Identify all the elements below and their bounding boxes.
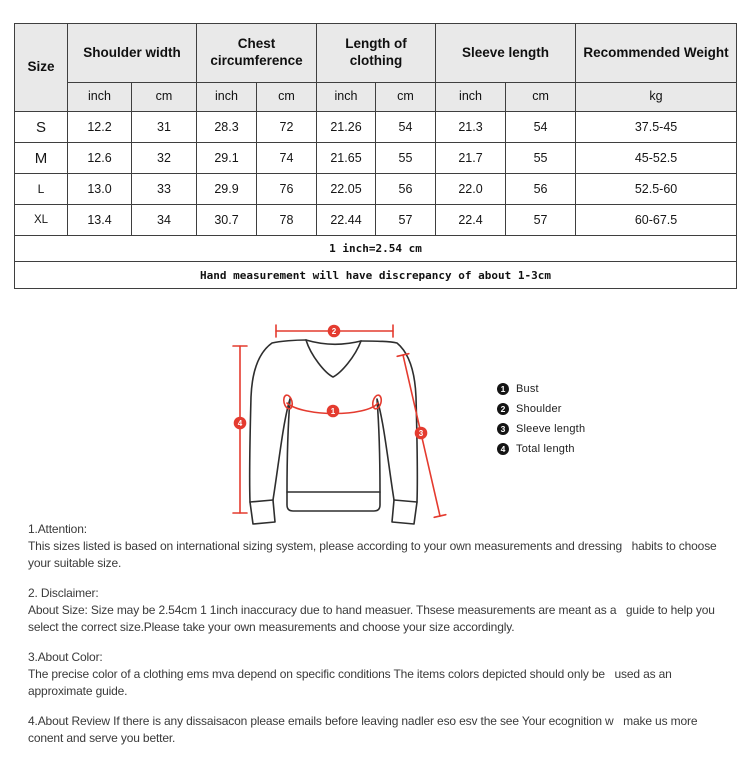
sweater-measurement-diagram xyxy=(200,300,500,540)
unit-header-cm-3: cm xyxy=(257,83,317,112)
measurement-cell: 72 xyxy=(257,112,317,143)
legend-label: Sleeve length xyxy=(516,423,586,435)
col-header-length-of-clothing: Length of clothing xyxy=(317,24,436,83)
legend-label: Bust xyxy=(516,383,539,395)
col-header-chest-circumference: Chest circumference xyxy=(197,24,317,83)
unit-header-kg-8: kg xyxy=(576,83,737,112)
measurement-cell: 12.2 xyxy=(68,112,132,143)
bust-marker-number: 1 xyxy=(330,407,336,416)
measurement-cell: 57 xyxy=(376,205,436,236)
unit-header-cm-5: cm xyxy=(376,83,436,112)
col-header-shoulder-width: Shoulder width xyxy=(68,24,197,83)
legend-number-badge: 3 xyxy=(497,423,509,435)
text-line: 2. Disclaimer: xyxy=(28,586,99,600)
measurement-cell: 22.44 xyxy=(317,205,376,236)
legend-number-badge: 2 xyxy=(497,403,509,415)
measurement-cell: 74 xyxy=(257,143,317,174)
size-table-header xyxy=(15,24,737,112)
info-sections xyxy=(28,521,744,760)
total-length-marker-number: 4 xyxy=(237,419,243,428)
legend-number-badge: 4 xyxy=(497,443,509,455)
measurement-cell: 78 xyxy=(257,205,317,236)
col-header-size: Size xyxy=(15,24,68,112)
unit-header-cm-1: cm xyxy=(132,83,197,112)
measurement-cell: 55 xyxy=(506,143,576,174)
measurement-legend xyxy=(497,379,585,459)
measurement-cell: 52.5-60 xyxy=(576,174,737,205)
measurement-cell: 22.4 xyxy=(436,205,506,236)
measurement-cell: 56 xyxy=(376,174,436,205)
text-line: About Size: Size may be 2.54cm 1 1inch inaccuracy due to hand measuer. Thsese measurements are meant as a guide to help you xyxy=(28,603,715,617)
measurement-cell: 45-52.5 xyxy=(576,143,737,174)
measurement-cell: 34 xyxy=(132,205,197,236)
info-section-attention xyxy=(28,521,744,572)
measurement-cell: 76 xyxy=(257,174,317,205)
text-line: The precise color of a clothing ems mva depend on specific conditions The items colors depicted should only be used as an xyxy=(28,667,672,681)
measurement-markers xyxy=(234,325,428,440)
size-table-body xyxy=(15,112,737,236)
measurement-cell: 30.7 xyxy=(197,205,257,236)
text-line: conent and serve you better. xyxy=(28,731,176,745)
right-cuff-line xyxy=(394,500,417,502)
info-section-about-review xyxy=(28,713,744,747)
collar-back-line xyxy=(306,340,361,344)
legend-item-shoulder xyxy=(497,399,585,419)
text-line: 3.About Color: xyxy=(28,650,103,664)
legend-item-sleeve-length xyxy=(497,419,585,439)
sweater-outline xyxy=(250,340,418,524)
size-label: XL xyxy=(15,205,68,236)
size-label: M xyxy=(15,143,68,174)
text-line: 4.About Review If there is any dissaisacon please emails before leaving nadler eso esv the see Your ecognition w make us more xyxy=(28,714,698,728)
legend-item-total-length xyxy=(497,439,585,459)
measurement-cell: 57 xyxy=(506,205,576,236)
measurement-cell: 31 xyxy=(132,112,197,143)
legend-item-bust xyxy=(497,379,585,399)
measurement-cell: 29.9 xyxy=(197,174,257,205)
legend-number-badge: 1 xyxy=(497,383,509,395)
text-line: 1.Attention: xyxy=(28,522,87,536)
measurement-cell: 55 xyxy=(376,143,436,174)
unit-header-inch-0: inch xyxy=(68,83,132,112)
size-label: S xyxy=(15,112,68,143)
measurement-cell: 54 xyxy=(506,112,576,143)
measurement-cell: 12.6 xyxy=(68,143,132,174)
table-row xyxy=(15,112,737,143)
left-cuff-line xyxy=(250,500,273,502)
table-row xyxy=(15,143,737,174)
measurement-cell: 21.26 xyxy=(317,112,376,143)
info-section-about-color xyxy=(28,649,744,700)
unit-header-inch-4: inch xyxy=(317,83,376,112)
measurement-cell: 22.0 xyxy=(436,174,506,205)
measurement-cell: 56 xyxy=(506,174,576,205)
v-neck-line xyxy=(306,340,361,377)
size-label: L xyxy=(15,174,68,205)
text-line: This sizes listed is based on international sizing system, please according to your own measurements and dressing habits to choose xyxy=(28,539,717,553)
measurement-cell: 60-67.5 xyxy=(576,205,737,236)
measurement-cell: 13.0 xyxy=(68,174,132,205)
table-row xyxy=(15,174,737,205)
unit-header-inch-2: inch xyxy=(197,83,257,112)
total-length-measure-line xyxy=(233,346,247,513)
table-row xyxy=(15,205,737,236)
note-hand-measurement: Hand measurement will have discrepancy of about 1-3cm xyxy=(15,262,737,289)
measurement-cell: 21.3 xyxy=(436,112,506,143)
measurement-cell: 22.05 xyxy=(317,174,376,205)
measurement-cell: 21.65 xyxy=(317,143,376,174)
note-inch-conversion: 1 inch=2.54 cm xyxy=(15,236,737,262)
measurement-cell: 54 xyxy=(376,112,436,143)
measurement-cell: 37.5-45 xyxy=(576,112,737,143)
info-section-disclaimer xyxy=(28,585,744,636)
measurement-cell: 33 xyxy=(132,174,197,205)
text-line: select the correct size.Please take your own measurements and choose your size accordingly. xyxy=(28,620,515,634)
size-table xyxy=(14,23,737,289)
size-table-notes xyxy=(15,236,737,289)
measurement-cell: 29.1 xyxy=(197,143,257,174)
measurement-cell: 32 xyxy=(132,143,197,174)
units-row xyxy=(15,83,737,112)
measurement-cell: 28.3 xyxy=(197,112,257,143)
measurement-lines xyxy=(233,325,446,517)
legend-label: Shoulder xyxy=(516,403,562,415)
col-header-sleeve-length: Sleeve length xyxy=(436,24,576,83)
unit-header-cm-7: cm xyxy=(506,83,576,112)
sleeve-marker-number: 3 xyxy=(418,429,424,438)
unit-header-inch-6: inch xyxy=(436,83,506,112)
legend-label: Total length xyxy=(516,443,575,455)
measurement-cell: 13.4 xyxy=(68,205,132,236)
text-line: approximate guide. xyxy=(28,684,128,698)
shoulder-marker-number: 2 xyxy=(331,327,337,336)
text-line: your suitable size. xyxy=(28,556,122,570)
col-header-recommended-weight: Recommended Weight xyxy=(576,24,737,83)
measurement-cell: 21.7 xyxy=(436,143,506,174)
